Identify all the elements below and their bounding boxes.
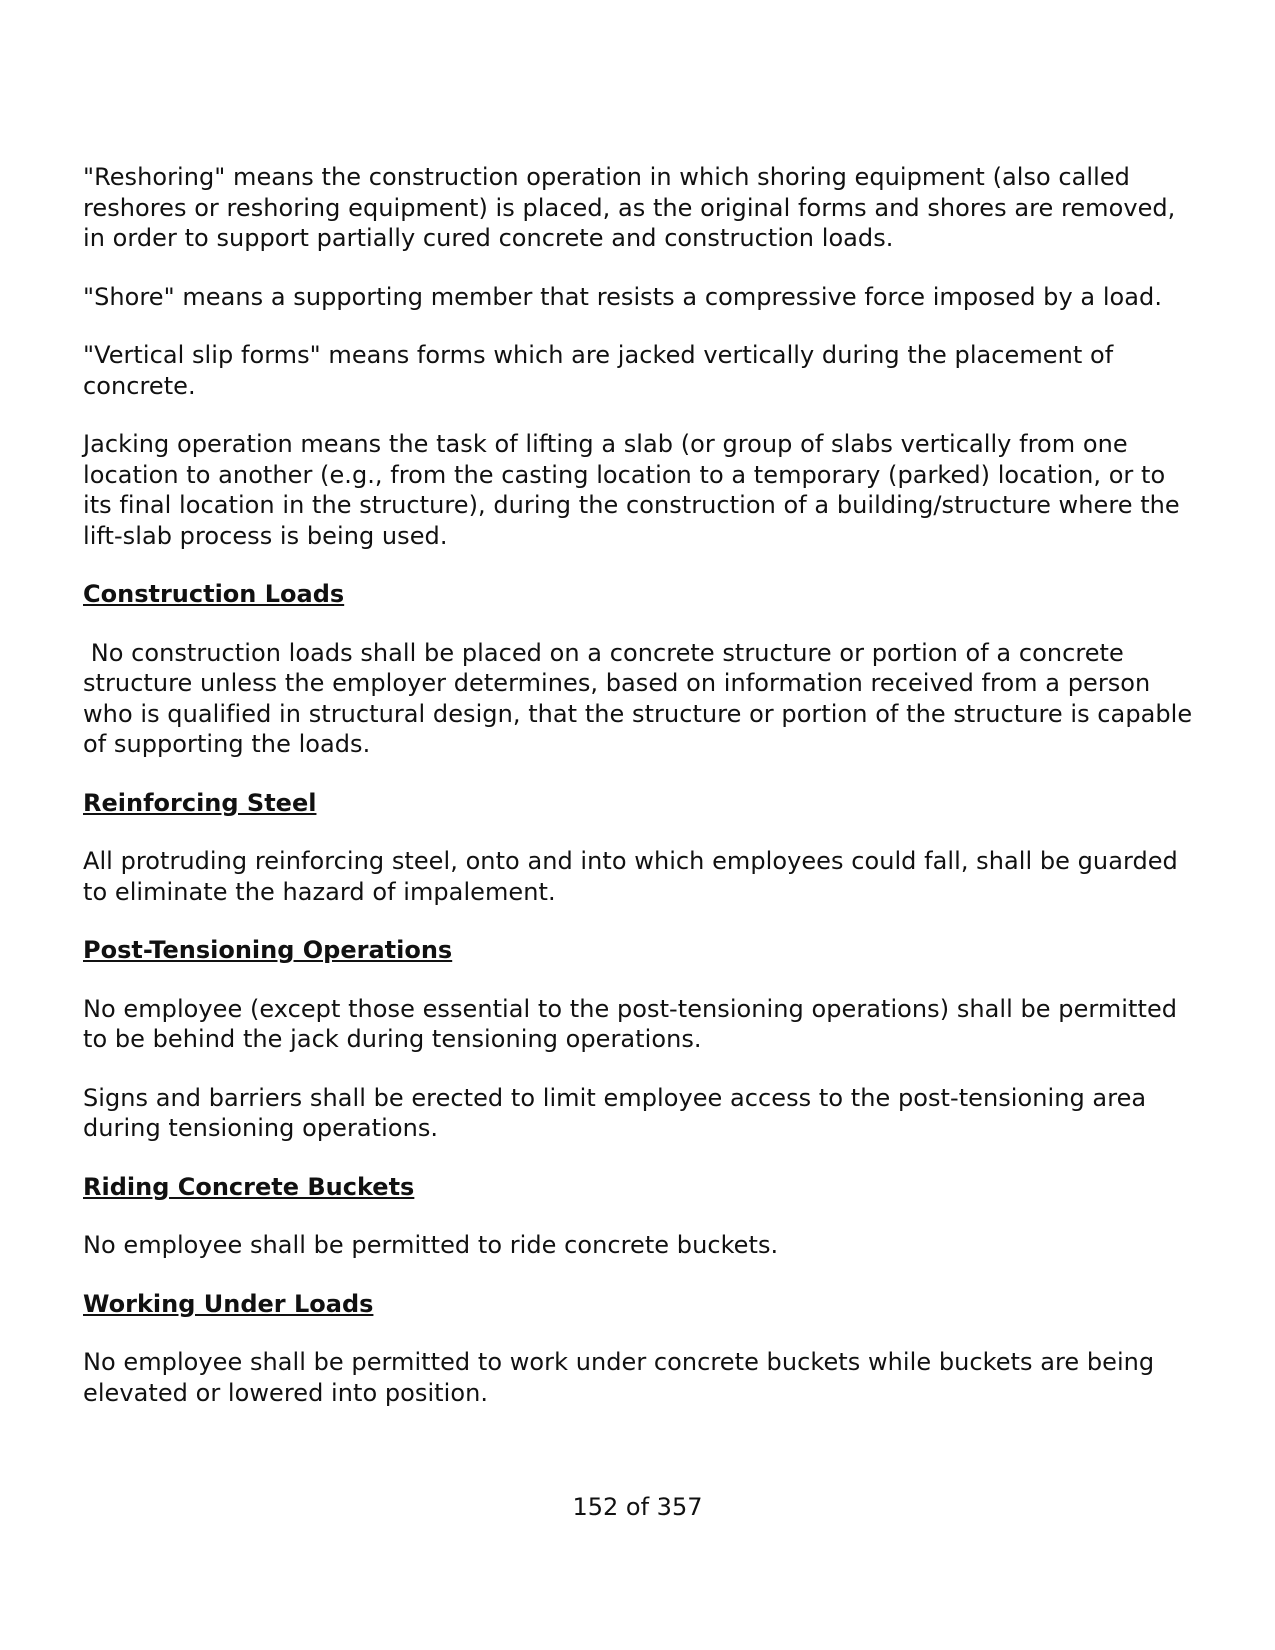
paragraph-construction-loads: No construction loads shall be placed on a concrete structure or portion of a concrete structure unless the employer determines, based on information received from a person who is qualified in structural design, that the structure or portion of the structure is capable of supporting the loads.: [83, 638, 1200, 758]
heading-construction-loads: Construction Loads: [83, 580, 345, 608]
paragraph-post-tensioning-jack: No employee (except those essential to the post-tensioning operations) shall be permitted to be behind the jack during tensioning operations.: [83, 994, 1178, 1053]
heading-riding-concrete-buckets: Riding Concrete Buckets: [83, 1172, 415, 1201]
definition-shore: "Shore" means a supporting member that resists a compressive force imposed by a load.: [83, 282, 1163, 311]
paragraph-post-tensioning-signs: Signs and barriers shall be erected to limit employee access to the post-tensioning area during tensioning operations.: [83, 1083, 1147, 1142]
heading-working-under-loads: Working Under Loads: [83, 1289, 374, 1318]
heading-reinforcing-steel: Reinforcing Steel: [83, 788, 317, 817]
paragraph-working-under-loads: No employee shall be permitted to work under concrete buckets while buckets are being elevated or lowered into position.: [83, 1348, 1155, 1407]
document-body: [83, 162, 1198, 1436]
definition-reshoring: "Reshoring" means the construction operation in which shoring equipment (also called reshores or reshoring equipment) is placed, as the original forms and shores are removed, in order to support partially cured concrete and construction loads.: [83, 163, 1176, 252]
paragraph-reinforcing-steel: All protruding reinforcing steel, onto and into which employees could fall, shall be guarded to eliminate the hazard of impalement.: [83, 847, 1178, 906]
definition-vertical-slip-forms: "Vertical slip forms" means forms which are jacked vertically during the placement of concrete.: [83, 341, 1114, 400]
heading-post-tensioning: Post-Tensioning Operations: [83, 936, 453, 964]
definition-jacking-operation: Jacking operation means the task of lifting a slab (or group of slabs vertically from one location to another (e.g., from the casting location to a temporary (parked) location, or to its final location in the structure), during the construction of a building/structure where the lift-slab process is being used.: [83, 430, 1180, 550]
page-number: 152 of 357: [572, 1493, 703, 1521]
paragraph-riding-concrete-buckets: No employee shall be permitted to ride concrete buckets.: [83, 1231, 779, 1259]
